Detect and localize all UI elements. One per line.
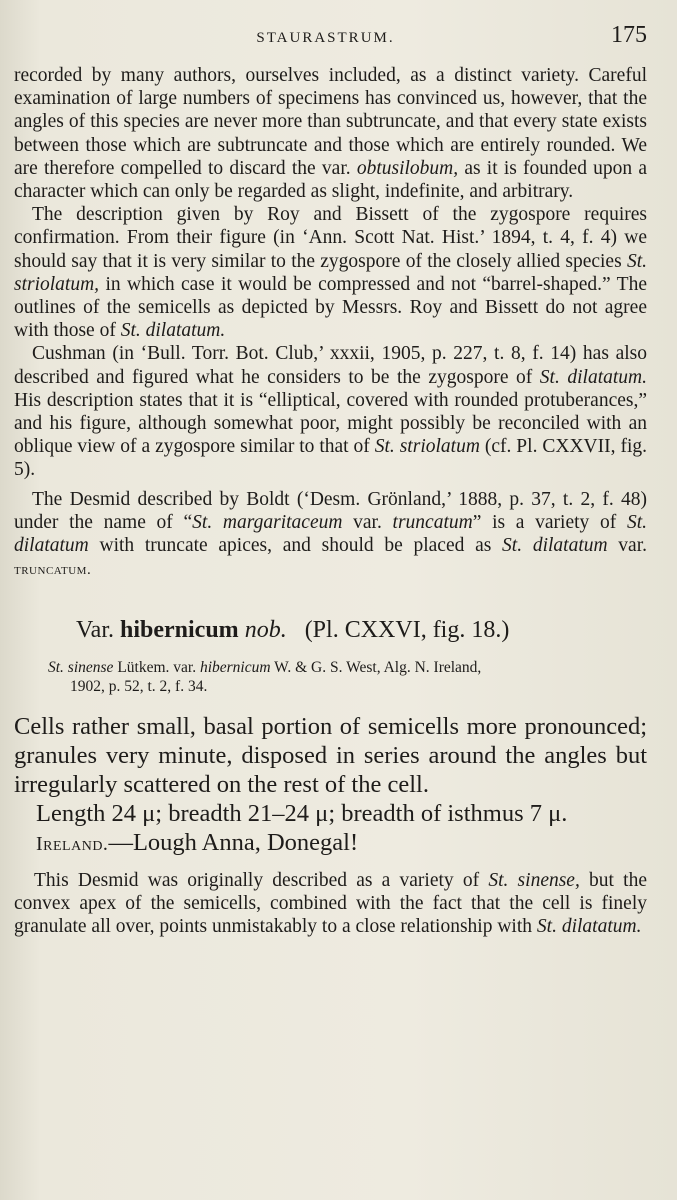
paragraph-3 [14,342,647,481]
variety-heading [76,616,647,644]
para3-text-c: His description states that it is “elliptical, covered with rounded protuberances,” and his figure, although somewhat poor, might possibly be reconciled with an oblique view of a zygospore similar to that of [14,389,647,458]
synonymy-variety: hibernicum [199,659,271,677]
para2-italic-d: St. dilatatum. [120,320,226,342]
locality-region: Ireland. [36,833,109,856]
running-title: STAURASTRUM. [256,30,395,46]
measurements: Length 24 μ; breadth 21–24 μ; breadth of isthmus 7 μ. [36,800,568,828]
closing-paragraph [14,869,647,938]
para1-text-a: recorded by many authors, ourselves included, as a distinct variety. Careful examination of large numbers of specimens has convinced us, however, that the angles of this species are never more than subtruncate, and that every state exists between those which are subtruncate and those which are entirely rounded. We are therefore compelled to discard the var. [14,65,647,179]
para3-text-a: Cushman (in ‘Bull. Torr. Bot. Club,’ xxxii, 1905, p. 227, t. 8, f. 14) has also described and figured what he considers to be the zygospore of [14,343,647,388]
para4-text-c: var. [342,511,393,533]
synonymy-reference: 1902, p. 52, t. 2, f. 34. [70,678,208,696]
para3-text-e: (cf. Pl. CXXVII, fig. 5). [14,436,647,481]
locality [14,828,647,859]
cells-description: Cells rather small, basal portion of semicells more pronounced; granules very minute, disposed in series around the angles but irregularly scattered on the rest of the cell. [14,713,647,799]
variety-description [14,712,647,859]
para4-italic-f: St. dilatatum [14,511,647,557]
closing-italic-b: St. sinense, [488,870,580,892]
para2-italic-b: St. striolatum, [14,250,647,295]
paragraph-1 [14,64,647,203]
closing-italic-d: St. dilatatum. [536,916,642,938]
para4-smallcaps-j: truncatum. [14,562,92,579]
paragraph-2 [14,203,647,342]
para4-text-e: ” is a variety of [472,511,627,533]
para4-italic-h: St. dilatatum [502,535,608,557]
closing-text-a: This Desmid was originally described as a variety of [34,870,489,892]
closing-text-c: but the convex apex of the semicells, combined with the fact that the cell is finely granulate all over, points unmistakably to a close relationship with [14,870,647,938]
locality-text: —Lough Anna, Donegal! [108,829,359,857]
para4-text-a: The Desmid described by Boldt (‘Desm. Grönland,’ 1888, p. 37, t. 2, f. 48) under the name of “ [14,488,647,533]
closing-remarks [14,869,647,938]
plate-reference: (Pl. CXXVI, fig. 18.) [304,617,510,644]
para2-text-c: in which case it would be compressed and not “barrel-shaped.” The outlines of the semicells as depicted by Messrs. Roy and Bissett do not agree with those of [14,273,647,342]
variety-authority: nob. [238,617,287,644]
para4-text-i: var. [607,535,648,557]
para4-italic-d: truncatum [392,511,473,533]
para3-italic-b: St. dilatatum. [539,366,648,388]
synonymy-author: Lütkem. var. [113,659,200,677]
para2-text-a: The description given by Roy and Bissett of the zygospore requires confirmation. From their figure (in ‘Ann. Scott Nat. Hist.’ 1894, t. 4, f. 4) we should say that it is very similar to the zygospore of the closely allied species [14,204,647,272]
para1-italic-b: obtusilobum, [356,157,459,179]
discussion-text [14,64,647,582]
synonymy-citation [48,658,647,696]
variety-prefix: Var. [76,617,120,644]
running-head [14,18,647,64]
synonymy-source: W. & G. S. West, Alg. N. Ireland, [270,659,482,677]
para4-italic-b: St. margaritaceum [192,511,343,533]
variety-name: hibernicum [120,617,239,644]
synonymy-species: St. sinense [48,659,114,677]
para3-italic-d: St. striolatum [374,436,480,458]
para1-text-c: as it is founded upon a character which can only be regarded as slight, indefinite, and arbitrary. [14,157,648,203]
page-number: 175 [611,22,647,48]
paragraph-4 [14,488,647,583]
para4-text-g: with truncate apices, and should be placed as [88,535,503,557]
